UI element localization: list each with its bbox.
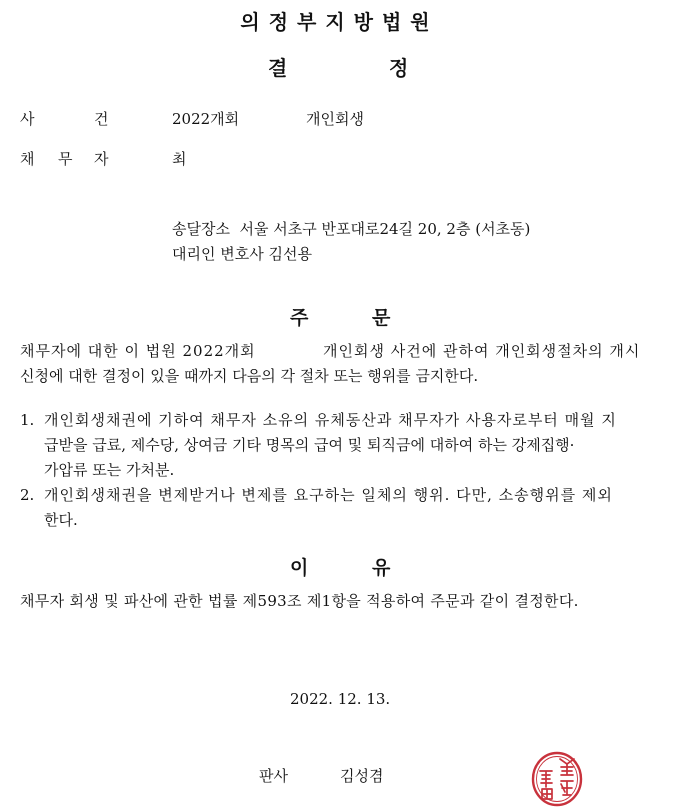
reason-text: 채무자 회생 및 파산에 관한 법률 제593조 제1항을 적용하여 주문과 같이 결정한다. [20,592,579,610]
judge-seal-icon [530,748,584,808]
agent: 대리인 변호사 김선용 [172,245,312,263]
order-item-line: 가압류 또는 가처분. [44,461,175,479]
case-number: 2022개회 [172,110,240,128]
order-item-number: 1. [20,411,35,429]
order-heading-left: 주 [290,307,309,329]
debtor-label-char: 무 [58,150,73,168]
document-title-left: 결 [268,56,288,80]
service-address: 송달장소 서울 서초구 반포대로24길 20, 2층 (서초동) [172,220,531,238]
case-label-char: 사 [20,110,35,128]
debtor-label-char: 채 [20,150,35,168]
order-heading-right: 문 [372,307,391,329]
reason-heading-right: 유 [372,557,391,579]
case-name: 개인회생 [306,110,364,128]
debtor-name: 최 [172,150,187,168]
order-item-line: 한다. [44,511,78,529]
debtor-label-char: 자 [94,150,109,168]
judge-name: 김성겸 [340,767,384,785]
decision-date: 2022. 12. 13. [290,690,391,708]
case-label-char: 건 [94,110,109,128]
reason-heading-left: 이 [290,557,309,579]
court-name: 의정부지방법원 [240,10,439,34]
document-title-right: 정 [389,56,409,80]
order-intro-line: 채무자에 대한 이 법원 2022개회 [20,342,256,360]
order-intro-line: 신청에 대한 결정이 있을 때까지 다음의 각 절차 또는 행위를 금지한다. [20,367,479,385]
seal-graphic [533,753,581,805]
order-item-number: 2. [20,486,35,504]
judge-title: 판사 [259,767,288,785]
order-item-line: 개인회생채권에 기하여 채무자 소유의 유체동산과 채무자가 사용자로부터 매월 지 [44,411,617,429]
order-item-line: 개인회생채권을 변제받거나 변제를 요구하는 일체의 행위. 다만, 소송행위를 제외 [44,486,613,504]
order-item-line: 급받을 급료, 제수당, 상여금 기타 명목의 급여 및 퇴직금에 대하여 하는 강제집행· [44,436,575,454]
order-intro-line: 개인회생 사건에 관하여 개인회생절차의 개시 [323,342,641,360]
